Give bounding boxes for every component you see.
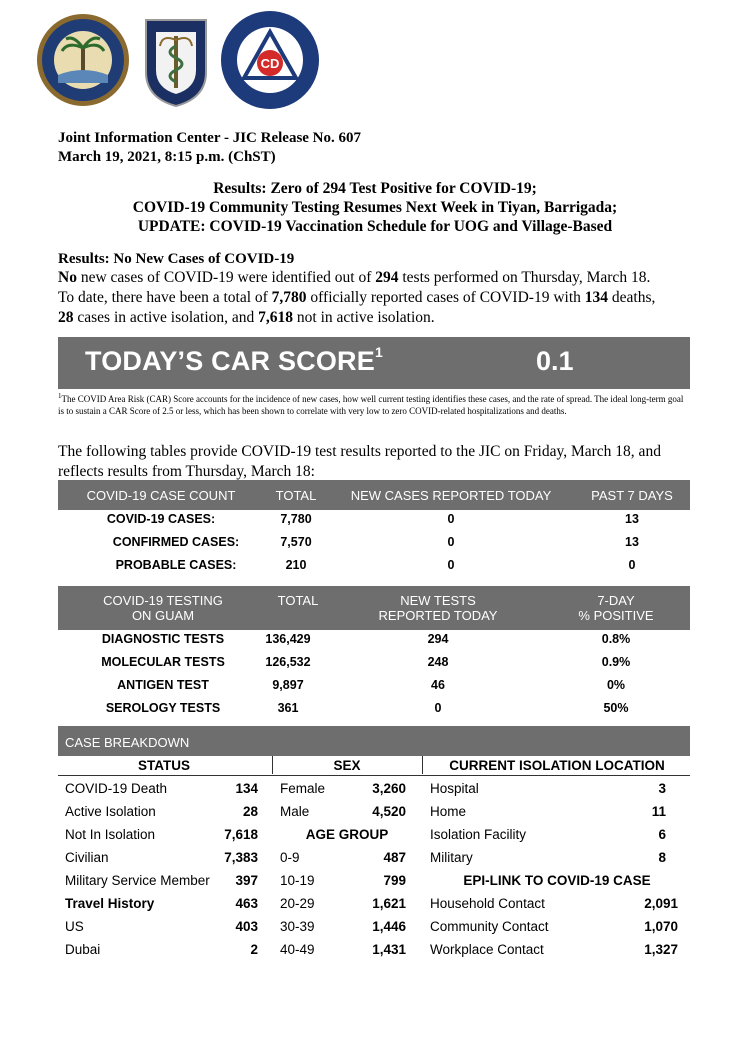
age-label: 20-29: [280, 896, 315, 911]
epi-label: Household Contact: [430, 896, 545, 911]
table-cell: 0: [447, 535, 455, 549]
isolation-value: 11: [651, 804, 666, 819]
results-paragraph: No new cases of COVID-19 were identified out of 294 tests performed on Thursday, March 18. To date, there have been a total of 7,780 officially reported cases of COVID-19 with 134 deaths, 28 cases in active isolation, and 7,618 not in active isolation.: [58, 269, 656, 326]
sex-value: 4,520: [372, 804, 406, 819]
table-cell: 13: [625, 512, 639, 526]
table-cell: 50%: [603, 701, 629, 715]
status-value: 134: [235, 781, 258, 796]
epi-value: 2,091: [644, 896, 678, 911]
table-cell: CONFIRMED CASES:: [112, 535, 240, 549]
results-heading: Results: No New Cases of COVID-19: [58, 251, 295, 267]
isolation-value: 6: [658, 827, 666, 842]
age-value: 799: [383, 873, 406, 888]
age-value: 487: [383, 850, 406, 865]
age-value: 1,431: [372, 942, 406, 957]
headline-1: Results: Zero of 294 Test Positive for COVID-19;: [213, 180, 537, 197]
age-value: 1,446: [372, 919, 406, 934]
status-label: COVID-19 Death: [65, 781, 168, 796]
car-footnote: $^1$The COVID Area Risk (CAR) Score accounts for the incidence of new cases, how well current testing identifies these cases, and the rate of spread. The ideal long-term goal is to sustain a CAR Score of 2.5 or less, which has been shown to correlate with very low to zero COVID-related hospitalizations and deaths.: [58, 392, 684, 416]
age-value: 1,621: [372, 896, 406, 911]
civil-defense-seal-center: CD: [260, 56, 280, 71]
table-cell: 0: [447, 558, 455, 572]
isolation-value: 8: [658, 850, 666, 865]
headline-2: COVID-19 Community Testing Resumes Next Week in Tiyan, Barrigada;: [132, 199, 618, 216]
case-breakdown-title: CASE BREAKDOWN: [65, 735, 190, 750]
table-cell: 7,780: [280, 512, 312, 526]
status-value: 403: [235, 919, 258, 934]
case-breakdown-header: [58, 726, 690, 756]
release-number: Joint Information Center - JIC Release No. 607: [58, 130, 362, 146]
case-col-total: TOTAL: [275, 488, 317, 503]
civil-defense-seal-logo: [220, 10, 320, 110]
sex-value: 3,260: [372, 781, 406, 796]
status-label: Travel History: [65, 896, 155, 911]
epi-value: 1,327: [644, 942, 678, 957]
status-label: Dubai: [65, 942, 101, 957]
age-label: 10-19: [280, 873, 315, 888]
testing-col-new: NEW TESTS REPORTED TODAY: [378, 593, 498, 623]
headline-3: UPDATE: COVID-19 Vaccination Schedule for UOG and Village-Based: [137, 218, 613, 235]
table-cell: ANTIGEN TEST: [117, 678, 209, 692]
table-cell: SEROLOGY TESTS: [105, 701, 221, 715]
status-value: 7,618: [224, 827, 258, 842]
table-cell: 0: [447, 512, 455, 526]
sex-label: Female: [280, 781, 326, 796]
tables-intro: The following tables provide COVID-19 test results reported to the JIC on Friday, March 18, and reflects results from Thursday, March 18:: [58, 443, 661, 480]
table-cell: 0.9%: [601, 655, 631, 669]
release-datetime: March 19, 2021, 8:15 p.m. (ChST): [58, 149, 276, 165]
age-label: 40-49: [280, 942, 315, 957]
isolation-label: Home: [430, 804, 467, 819]
table-cell: 361: [277, 701, 299, 715]
table-cell: 248: [427, 655, 449, 669]
car-score-title: TODAY’S CAR SCORE$^1$: [85, 344, 383, 376]
table-cell: 210: [285, 558, 307, 572]
isolation-label: Hospital: [430, 781, 479, 796]
status-label: Active Isolation: [65, 804, 156, 819]
status-value: 2: [250, 942, 258, 957]
table-cell: PROBABLE CASES:: [115, 558, 237, 572]
table-cell: COVID-19 CASES:: [106, 512, 216, 526]
table-cell: 0: [628, 558, 636, 572]
age-label: 0-9: [280, 850, 300, 865]
status-header: STATUS: [138, 758, 190, 773]
table-cell: 46: [431, 678, 445, 692]
testing-col-total: TOTAL: [277, 593, 319, 608]
epi-link-header: EPI-LINK TO COVID-19 CASE: [463, 873, 651, 888]
sex-header: SEX: [333, 758, 361, 773]
case-col-new: NEW CASES REPORTED TODAY: [350, 488, 552, 503]
isolation-value: 3: [658, 781, 666, 796]
status-label: Not In Isolation: [65, 827, 156, 842]
epi-label: Workplace Contact: [430, 942, 544, 957]
table-cell: DIAGNOSTIC TESTS: [101, 632, 225, 646]
status-label: US: [65, 919, 84, 934]
status-value: 397: [235, 873, 258, 888]
status-value: 463: [235, 896, 258, 911]
table-cell: 7,570: [280, 535, 312, 549]
isolation-label: Isolation Facility: [430, 827, 527, 842]
table-cell: 126,532: [265, 655, 311, 669]
table-cell: 13: [625, 535, 639, 549]
table-cell: 0%: [606, 678, 626, 692]
status-label: Military Service Member: [65, 873, 210, 888]
table-cell: 0.8%: [601, 632, 631, 646]
status-value: 28: [242, 804, 258, 819]
table-cell: 0: [434, 701, 442, 715]
table-cell: 9,897: [272, 678, 304, 692]
testing-table-header: [58, 586, 690, 630]
isolation-header: CURRENT ISOLATION LOCATION: [449, 758, 665, 773]
epi-value: 1,070: [644, 919, 678, 934]
table-cell: MOLECULAR TESTS: [101, 655, 225, 669]
table-cell: 294: [427, 632, 449, 646]
isolation-label: Military: [430, 850, 473, 865]
epi-label: Community Contact: [430, 919, 549, 934]
case-col-label: COVID-19 CASE COUNT: [86, 488, 236, 503]
public-health-seal-logo: [140, 12, 212, 108]
age-label: 30-39: [280, 919, 315, 934]
table-cell: 136,429: [265, 632, 311, 646]
status-value: 7,383: [224, 850, 258, 865]
status-label: Civilian: [65, 850, 109, 865]
testing-col-positive: 7-DAY % POSITIVE: [578, 593, 654, 623]
case-table-header: [58, 480, 690, 510]
car-score-value: 0.1: [536, 346, 574, 376]
case-col-7day: PAST 7 DAYS: [591, 488, 673, 503]
car-score-banner: [58, 337, 690, 389]
age-group-header: AGE GROUP: [305, 827, 389, 842]
governor-seal-logo: [36, 13, 130, 107]
testing-col-label: COVID-19 TESTING ON GUAM: [103, 593, 223, 623]
sex-label: Male: [280, 804, 310, 819]
